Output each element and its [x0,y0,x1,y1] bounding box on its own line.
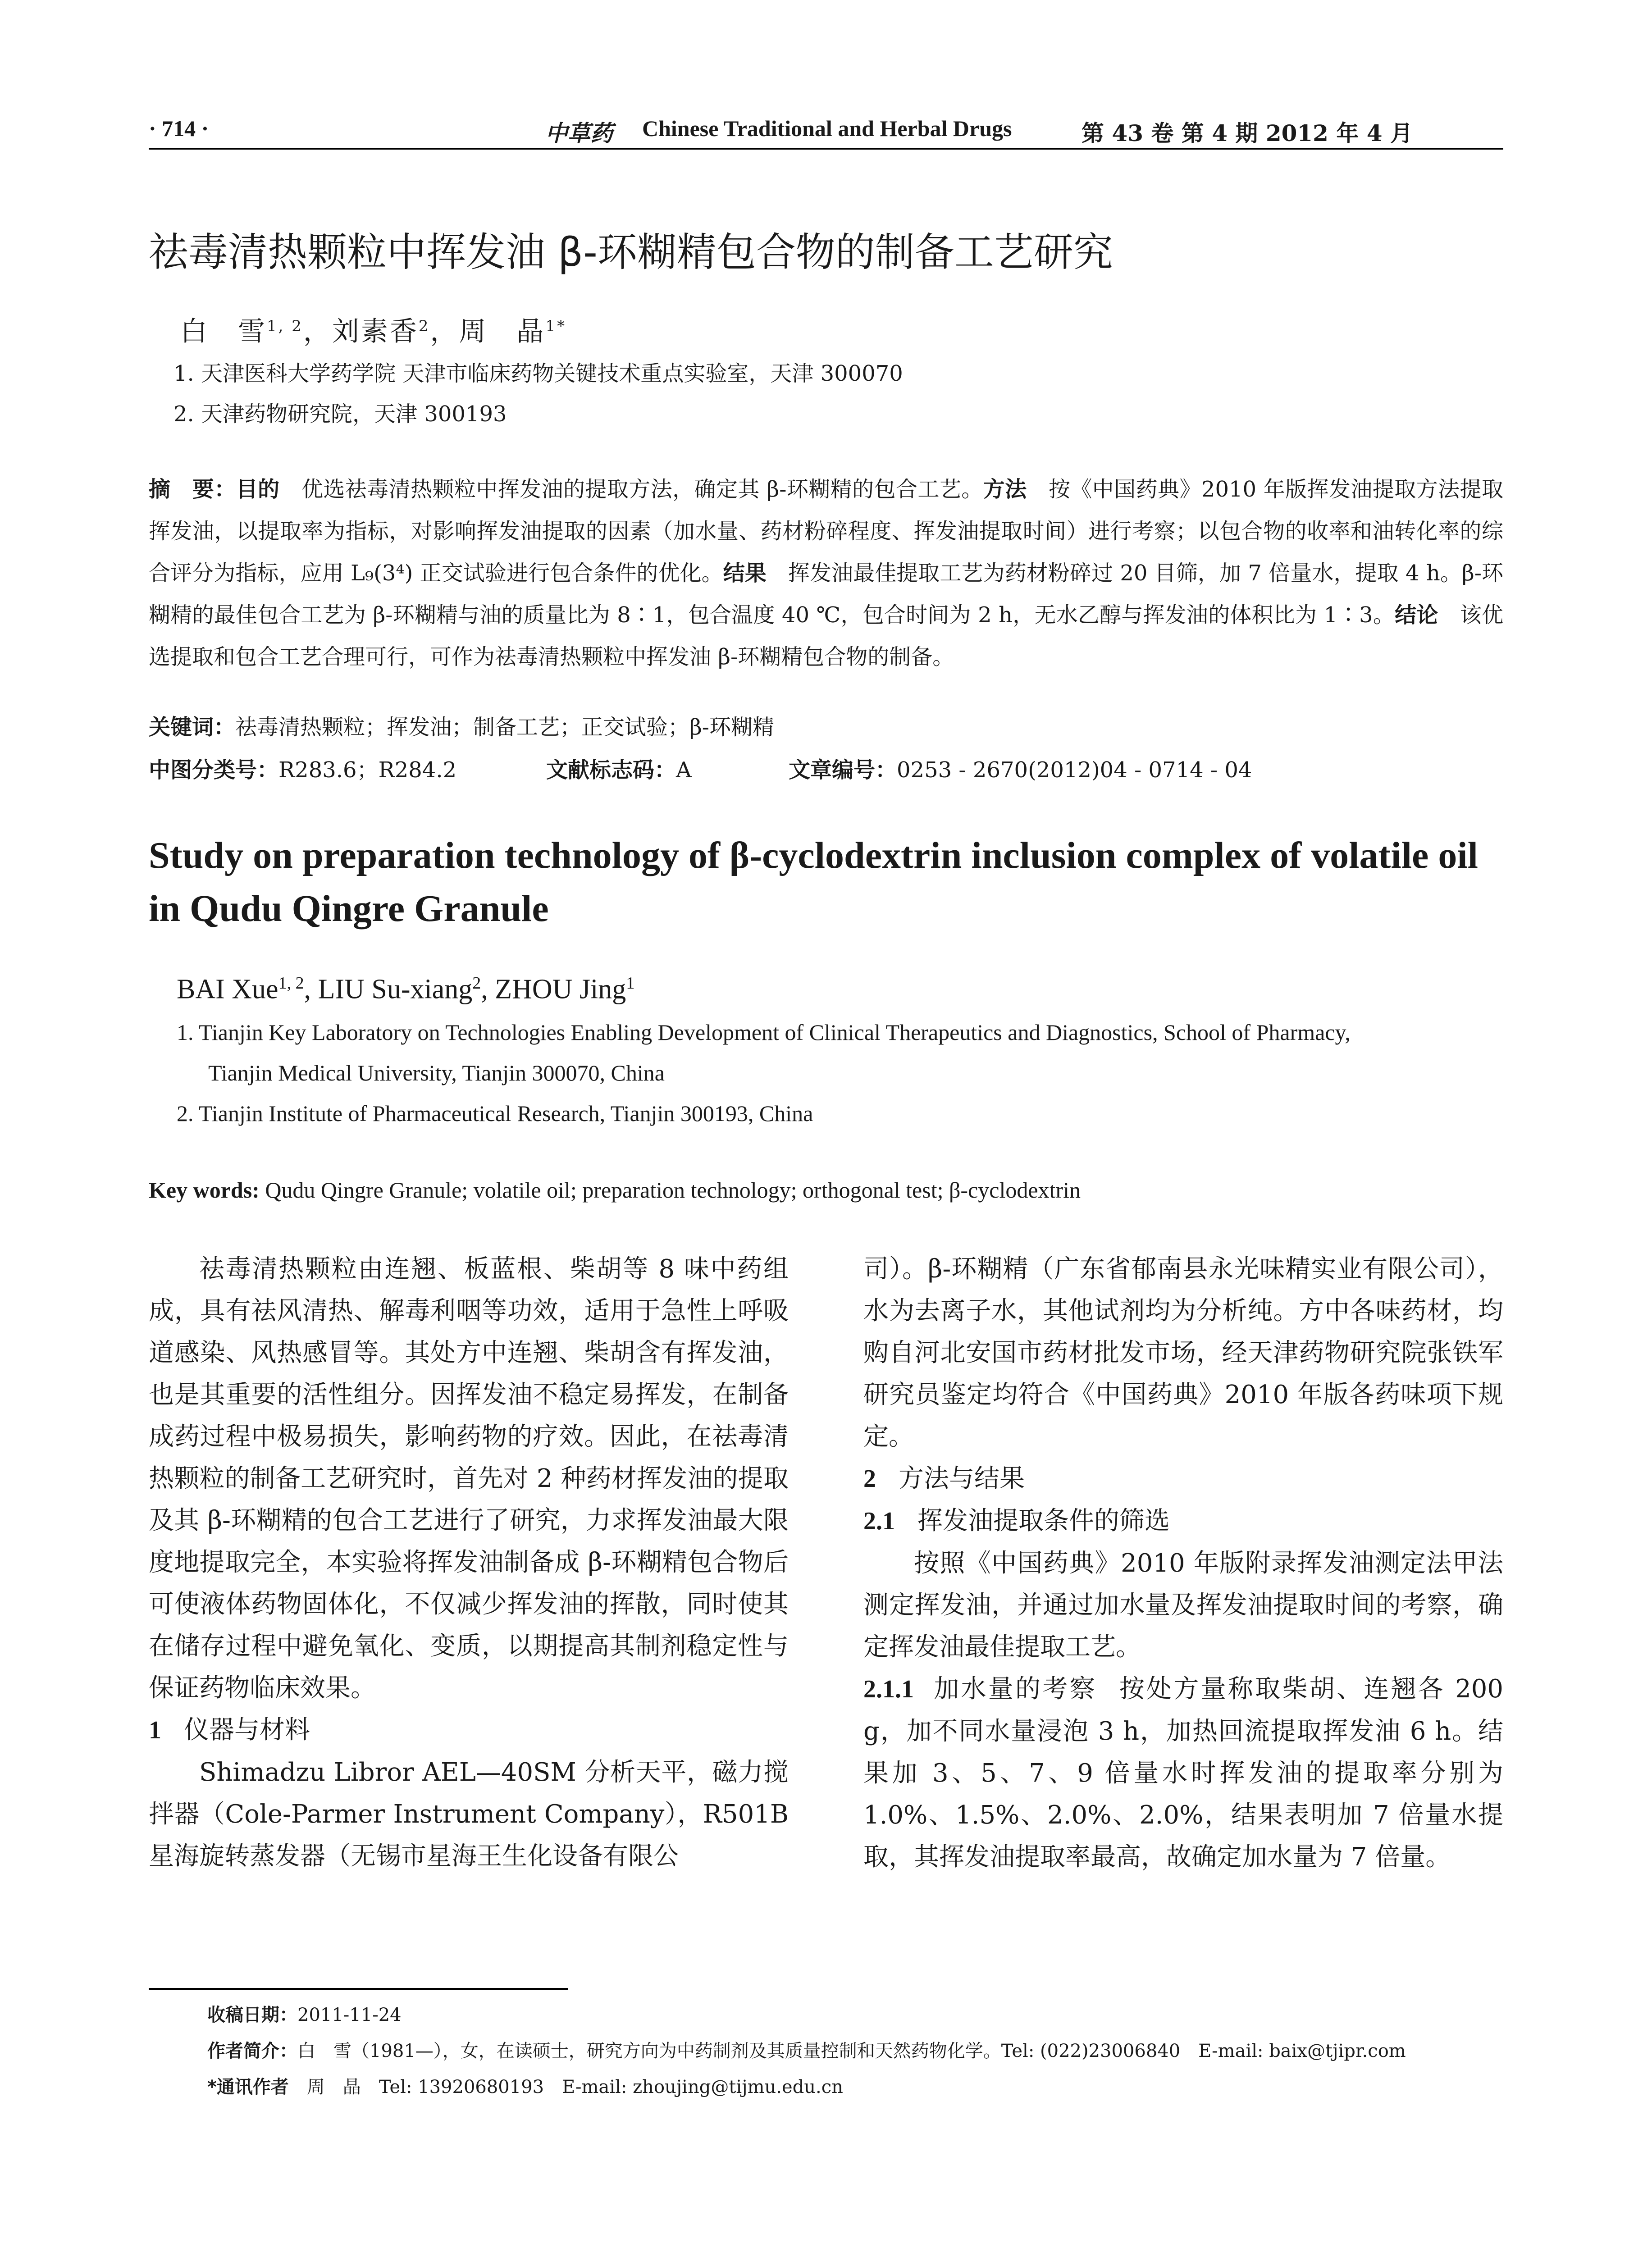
keywords-en-label: Key words: [149,1177,260,1203]
section-title: 方法与结果 [899,1464,1025,1493]
subsubsection-title: 加水量的考察 [932,1674,1097,1704]
affiliation-cn-1: 1. 天津医科大学药学院 天津市临床药物关键技术重点实验室，天津 300070 [173,361,903,386]
section-heading-1 [149,1709,789,1751]
clc-label: 中图分类号： [149,757,279,783]
clc-value: R283.6；R284.2 [278,757,457,783]
running-header [149,115,1503,150]
abstract-label: 摘 要： [149,477,236,502]
results-label: 结果 [723,561,767,586]
document-code [546,752,692,784]
footnote-received [207,2001,402,2026]
body-column-right [863,1248,1503,1878]
subsection-2-1-paragraph: 按照《中国药典》2010 年版附录挥发油测定法甲法测定挥发油，并通过加水量及挥发油提取时间的考察，确定挥发油最佳提取工艺。 [863,1549,1503,1662]
title-en: Study on preparation technology of β-cyclodextrin inclusion complex of volatile oil in Qudu Qingre Granule [149,834,1479,930]
page-number: · 714 · [149,116,209,141]
article-value: 0253 - 2670(2012)04 - 0714 - 04 [897,757,1252,783]
author-name: , LIU Su-xiang [304,974,473,1005]
doc-label: 文献标志码： [546,757,676,783]
author-bio-text: 白 雪（1981—），女，在读硕士，研究方向为中药制剂及其质量控制和天然药物化学。Tel: (022)23006840 E-mail: baix@tjipr.com [297,2041,1406,2061]
subsection-number: 2.1 [863,1507,895,1535]
article-label: 文章编号： [789,757,897,783]
section-number: 2 [863,1465,876,1493]
journal-name-cn: 中草药 [545,120,613,146]
keywords-en-text: Qudu Qingre Granule; volatile oil; preparation technology; orthogonal test; β-cyclodextrin [259,1177,1081,1203]
author-affil-sup: 1* [545,317,567,335]
clc-number [149,752,456,784]
section-number: 1 [149,1716,161,1744]
affiliation-en-1: 1. Tianjin Key Laboratory on Technologies Enabling Development of Clinical Therapeutics and Diagnostics, School of Pharmacy, [177,1020,1351,1045]
keywords-cn [149,710,774,741]
section-heading-2 [863,1458,1503,1500]
author-name: ，周 晶 [430,316,546,347]
footnote-author-bio [207,2037,1406,2062]
subsection-2-1-1-paragraph [863,1668,1503,1878]
method-text: 按《中国药典》2010 年版挥发油提取方法提取挥发油，以提取率为指标，对影响挥发油提取的因素（加水量、药材粉碎程度、挥发油提取时间）进行考察；以包合物的收率和油转化率的综合评分为指标，应用 L₉(3⁴) 正交试验进行包合条件的优化。 [149,477,1503,586]
title-cn: 祛毒清热颗粒中挥发油 β-环糊精包合物的制备工艺研究 [149,229,1113,275]
conclusion-text: 该优选提取和包合工艺合理可行，可作为祛毒清热颗粒中挥发油 β-环糊精包合物的制备。 [149,602,1503,670]
conclusion-label: 结论 [1395,602,1438,628]
footnote-corresponding [207,2073,843,2098]
objective-label: 目的 [236,477,280,502]
results-text: 挥发油最佳提取工艺为药材粉碎过 20 目筛，加 7 倍量水，提取 4 h。β-环糊精的最佳包合工艺为 β-环糊精与油的质量比为 8∶1，包合温度 40 ℃，包合时间为 2 h，无水乙醇与挥发油的体积比为 1∶3。 [149,561,1503,628]
author-affil-sup: 1, 2 [278,974,304,993]
subsection-heading-2-1 [863,1500,1503,1542]
corresponding-label: *通讯作者 [207,2077,289,2097]
author-affil-sup: 1, 2 [267,317,303,335]
author-affil-sup: 2 [418,317,430,335]
affiliation-en-2: 2. Tianjin Institute of Pharmaceutical Research, Tianjin 300193, China [177,1101,813,1126]
issue-info: 第 43 卷 第 4 期 2012 年 4 月 [1082,120,1413,146]
received-date: 2011-11-24 [297,2005,402,2025]
method-label: 方法 [983,477,1027,502]
author-affil-sup: 2 [472,974,481,993]
affiliation-en-1-cont: Tianjin Medical University, Tianjin 300070, China [208,1060,665,1085]
affiliation-cn-2: 2. 天津药物研究院，天津 300193 [173,401,507,427]
article-number [789,752,1252,784]
corresponding-text: 周 晶 Tel: 13920680193 E-mail: zhoujing@tijmu.edu.cn [288,2077,843,2097]
author-name: BAI Xue [177,974,278,1005]
section-1-paragraph-cont: 司）。β-环糊精（广东省郁南县永光味精实业有限公司），水为去离子水，其他试剂均为分析纯。方中各味药材，均购自河北安国市药材批发市场，经天津药物研究院张铁军研究员鉴定均符合《中国药典》2010 年版各药味项下规定。 [863,1254,1503,1451]
author-name: 白 雪 [180,316,267,347]
section-1-paragraph: Shimadzu Libror AEL—40SM 分析天平，磁力搅拌器（Cole-Parmer Instrument Company），R501B 星海旋转蒸发器（无锡市星海王生化设备有限公 [149,1758,789,1871]
doc-value: A [676,757,692,783]
objective-text: 优选祛毒清热颗粒中挥发油的提取方法，确定其 β-环糊精的包合工艺。 [279,477,983,502]
subsubsection-number: 2.1.1 [863,1675,914,1703]
abstract-cn [149,469,1503,678]
journal-name-en: Chinese Traditional and Herbal Drugs [642,116,1012,141]
authors-en [177,973,634,1006]
author-affil-sup: 1 [626,974,635,993]
received-label: 收稿日期： [207,2005,297,2025]
keywords-text: 祛毒清热颗粒；挥发油；制备工艺；正交试验；β-环糊精 [235,715,774,740]
subsubsection-text: 按处方量称取柴胡、连翘各 200 g，加不同水量浸泡 3 h，加热回流提取挥发油 6 h。结果加 3、5、7、9 倍量水时挥发油的提取率分别为 1.0%、1.5%、2.0%、2.0%，结果表明加 7 倍量水提取，其挥发油提取率最高，故确定加水量为 7 倍量。 [863,1674,1503,1872]
author-name: ，刘素香 [303,316,419,347]
body-column-left [149,1248,789,1877]
authors-cn [180,310,566,349]
author-name: , ZHOU Jing [481,974,626,1005]
keywords-label: 关键词： [149,715,236,740]
subsection-title: 挥发油提取条件的筛选 [917,1506,1170,1536]
keywords-en [149,1177,1081,1203]
intro-paragraph: 祛毒清热颗粒由连翘、板蓝根、柴胡等 8 味中药组成，具有祛风清热、解毒利咽等功效，适用于急性上呼吸道感染、风热感冒等。其处方中连翘、柴胡含有挥发油，也是其重要的活性组分。因挥发油不稳定易挥发，在制备成药过程中极易损失，影响药物的疗效。因此，在祛毒清热颗粒的制备工艺研究时，首先对 2 种药材挥发油的提取及其 β-环糊精的包合工艺进行了研究，力求挥发油最大限度地提取完全，本实验将挥发油制备成 β-环糊精包合物后可使液体药物固体化，不仅减少挥发油的挥散，同时使其在储存过程中避免氧化、变质，以期提高其制剂稳定性与保证药物临床效果。 [149,1254,789,1703]
author-bio-label: 作者简介： [207,2041,297,2061]
footnote-divider [149,1988,568,1990]
section-title: 仪器与材料 [184,1715,310,1745]
